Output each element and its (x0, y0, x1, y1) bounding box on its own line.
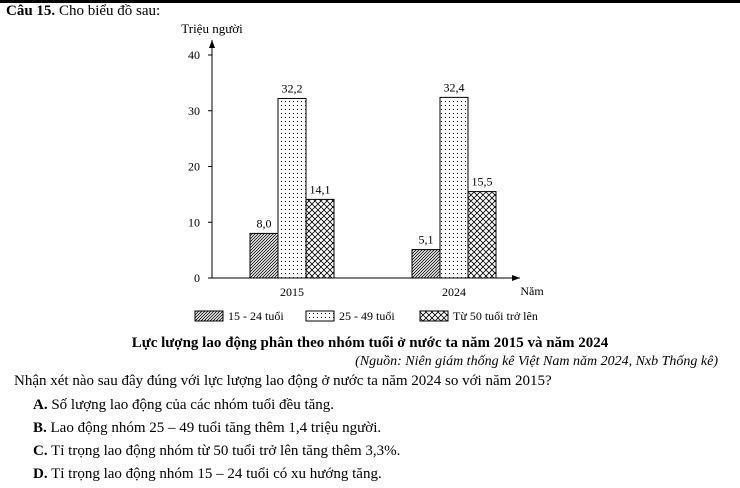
bar (440, 97, 468, 278)
legend-label: 15 - 24 tuổi (228, 309, 284, 323)
data-label: 32,4 (443, 80, 465, 95)
data-label: 32,2 (281, 81, 303, 96)
legend-swatch (195, 311, 223, 321)
option-c-letter: C. (33, 443, 48, 459)
x-axis-label: Năm (520, 284, 544, 298)
option-c-text: Tỉ trọng lao động nhóm từ 50 tuổi trở lên tăng thêm 3,3%. (51, 443, 401, 459)
answer-options (33, 396, 400, 488)
y-axis-arrow (209, 40, 215, 48)
data-label: 15,5 (471, 174, 493, 189)
option-d-letter: D. (33, 466, 48, 482)
question-number: Câu 15. (6, 3, 56, 19)
bar (412, 250, 440, 278)
question-prompt: Nhận xét nào sau đây đúng với lực lượng lao động ở nước ta năm 2024 so với năm 2015? (14, 373, 552, 389)
option-a-letter: A. (33, 397, 48, 413)
bar (306, 199, 334, 278)
option-a-text: Số lượng lao động của các nhóm tuổi đều tăng. (51, 397, 335, 413)
bar (278, 98, 306, 278)
y-tick-label: 30 (188, 103, 200, 118)
y-tick-label: 0 (194, 271, 200, 285)
chart-title: Lực lượng lao động phân theo nhóm tuổi ở nước ta năm 2015 và năm 2024 (131, 335, 609, 351)
option-a[interactable] (33, 396, 400, 419)
data-label: 5,1 (418, 232, 434, 247)
legend-label: 25 - 49 tuổi (339, 309, 395, 323)
y-tick-label: 10 (188, 215, 200, 230)
option-c[interactable] (33, 442, 400, 465)
option-d-text: Tỉ trọng lao động nhóm 15 – 24 tuổi có xu hướng tăng. (51, 466, 382, 482)
x-axis-arrow (512, 275, 520, 281)
option-b-text: Lao động nhóm 25 – 49 tuổi tăng thêm 1,4 triệu người. (50, 420, 382, 436)
legend-label: Từ 50 tuổi trở lên (453, 309, 538, 323)
x-tick-label: 2024 (442, 285, 466, 299)
bar (468, 192, 496, 278)
y-tick-label: 40 (188, 48, 200, 62)
x-tick-label: 2015 (280, 285, 304, 299)
bar (250, 233, 278, 278)
data-label: 14,1 (309, 182, 331, 197)
data-label: 8,0 (256, 216, 272, 231)
option-b[interactable] (33, 419, 400, 442)
y-tick-label: 20 (188, 159, 200, 174)
legend-swatch (420, 311, 448, 321)
option-b-letter: B. (33, 420, 47, 436)
question-intro: Cho biểu đồ sau: (58, 3, 161, 19)
chart-source: (Nguồn: Niên giám thống kê Việt Nam năm 2024, Nxb Thống kê) (355, 354, 718, 369)
y-axis-label: Triệu người (181, 21, 243, 36)
legend-swatch (306, 311, 334, 321)
